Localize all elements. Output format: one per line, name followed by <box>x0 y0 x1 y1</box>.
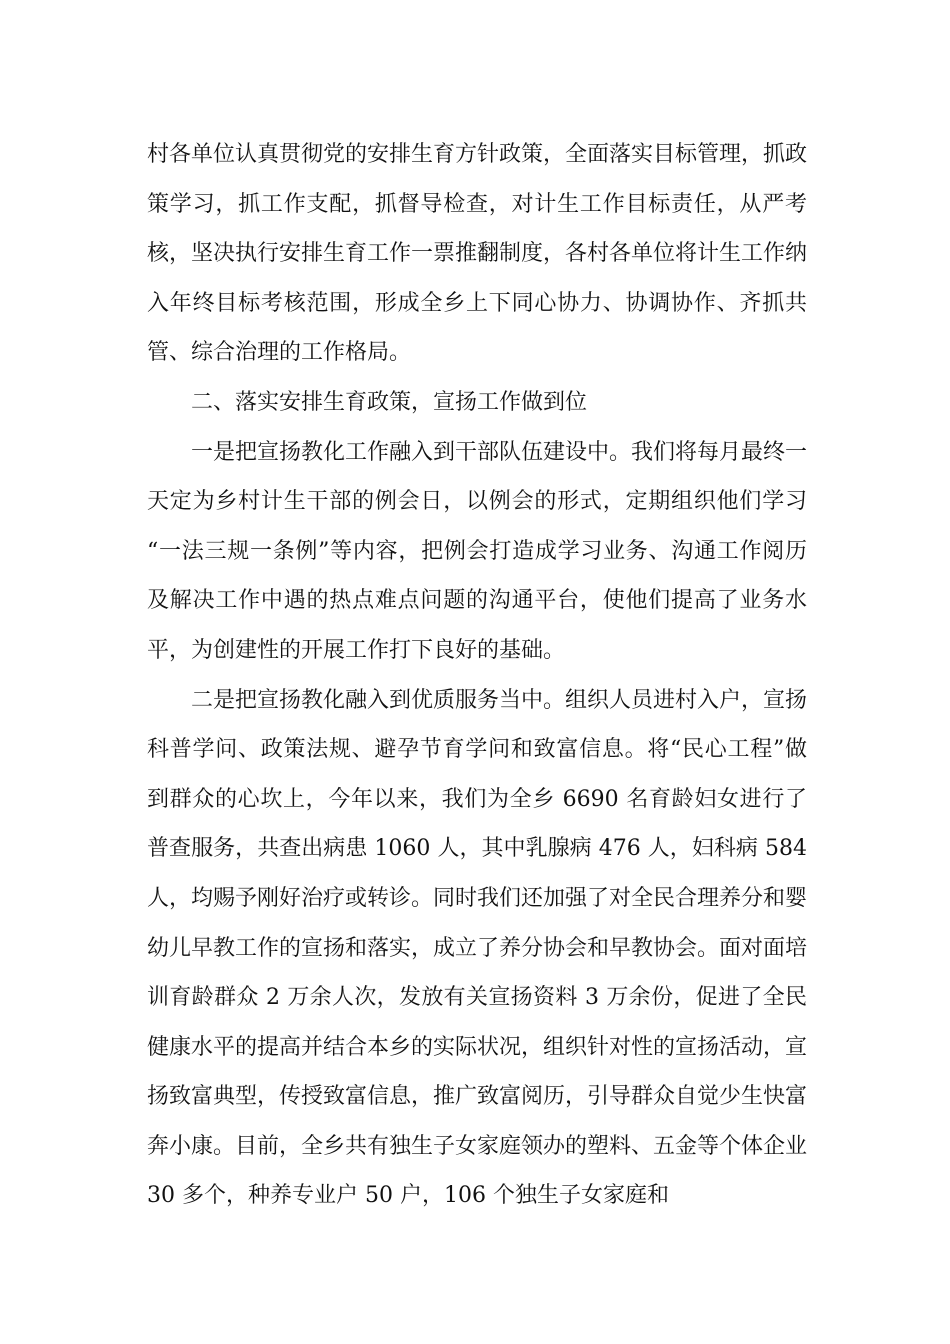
paragraph-cadre-training: 一是把宣扬教化工作融入到干部队伍建设中。我们将每月最终一天定为乡村计生干部的例会日，以例会的形式，定期组织他们学习 “一法三规一条例”等内容，把例会打造成学习业务、沟通工作阅历及解决工作中遇的热点难点问题的沟通平台，使他们提高了业务水平，为创建性的开展工作打下良好的基础。 <box>147 439 808 663</box>
paragraph-quality-service: 二是把宣扬教化融入到优质服务当中。组织人员进村入户，宣扬科普学问、政策法规、避孕节育学问和致富信息。将“民心工程”做到群众的心坎上，今年以来，我们为全乡 6690 名育龄妇女进行了普查服务，共查出病患 1060 人，其中乳腺病 476 人，妇科病 584 人，均赐予刚好治疗或转诊。同时我们还加强了对全民合理养分和婴幼儿早教工作的宣扬和落实，成立了养分协会和早教协会。面对面培训育龄群众 2 万余人次，发放有关宣扬资料 3 万余份，促进了全民健康水平的提高并结合本乡的实际状况，组织针对性的宣扬活动，宣扬致富典型，传授致富信息，推广致富阅历，引导群众自觉少生快富奔小康。目前，全乡共有独生子女家庭领办的塑料、五金等个体企业 30 多个，种养专业户 50 户，106 个独生子女家庭和 <box>147 687 808 1209</box>
paragraph-continuation: 村各单位认真贯彻党的安排生育方针政策，全面落实目标管理，抓政策学习，抓工作支配，抓督导检查，对计生工作目标责任，从严考核，坚决执行安排生育工作一票推翻制度，各村各单位将计生工作纳入年终目标考核范围，形成全乡上下同心协力、协调协作、齐抓共管、综合治理的工作格局。 <box>147 142 808 366</box>
section-heading: 二、落实安排生育政策，宣扬工作做到位 <box>191 389 588 415</box>
body-text <box>147 130 807 1221</box>
